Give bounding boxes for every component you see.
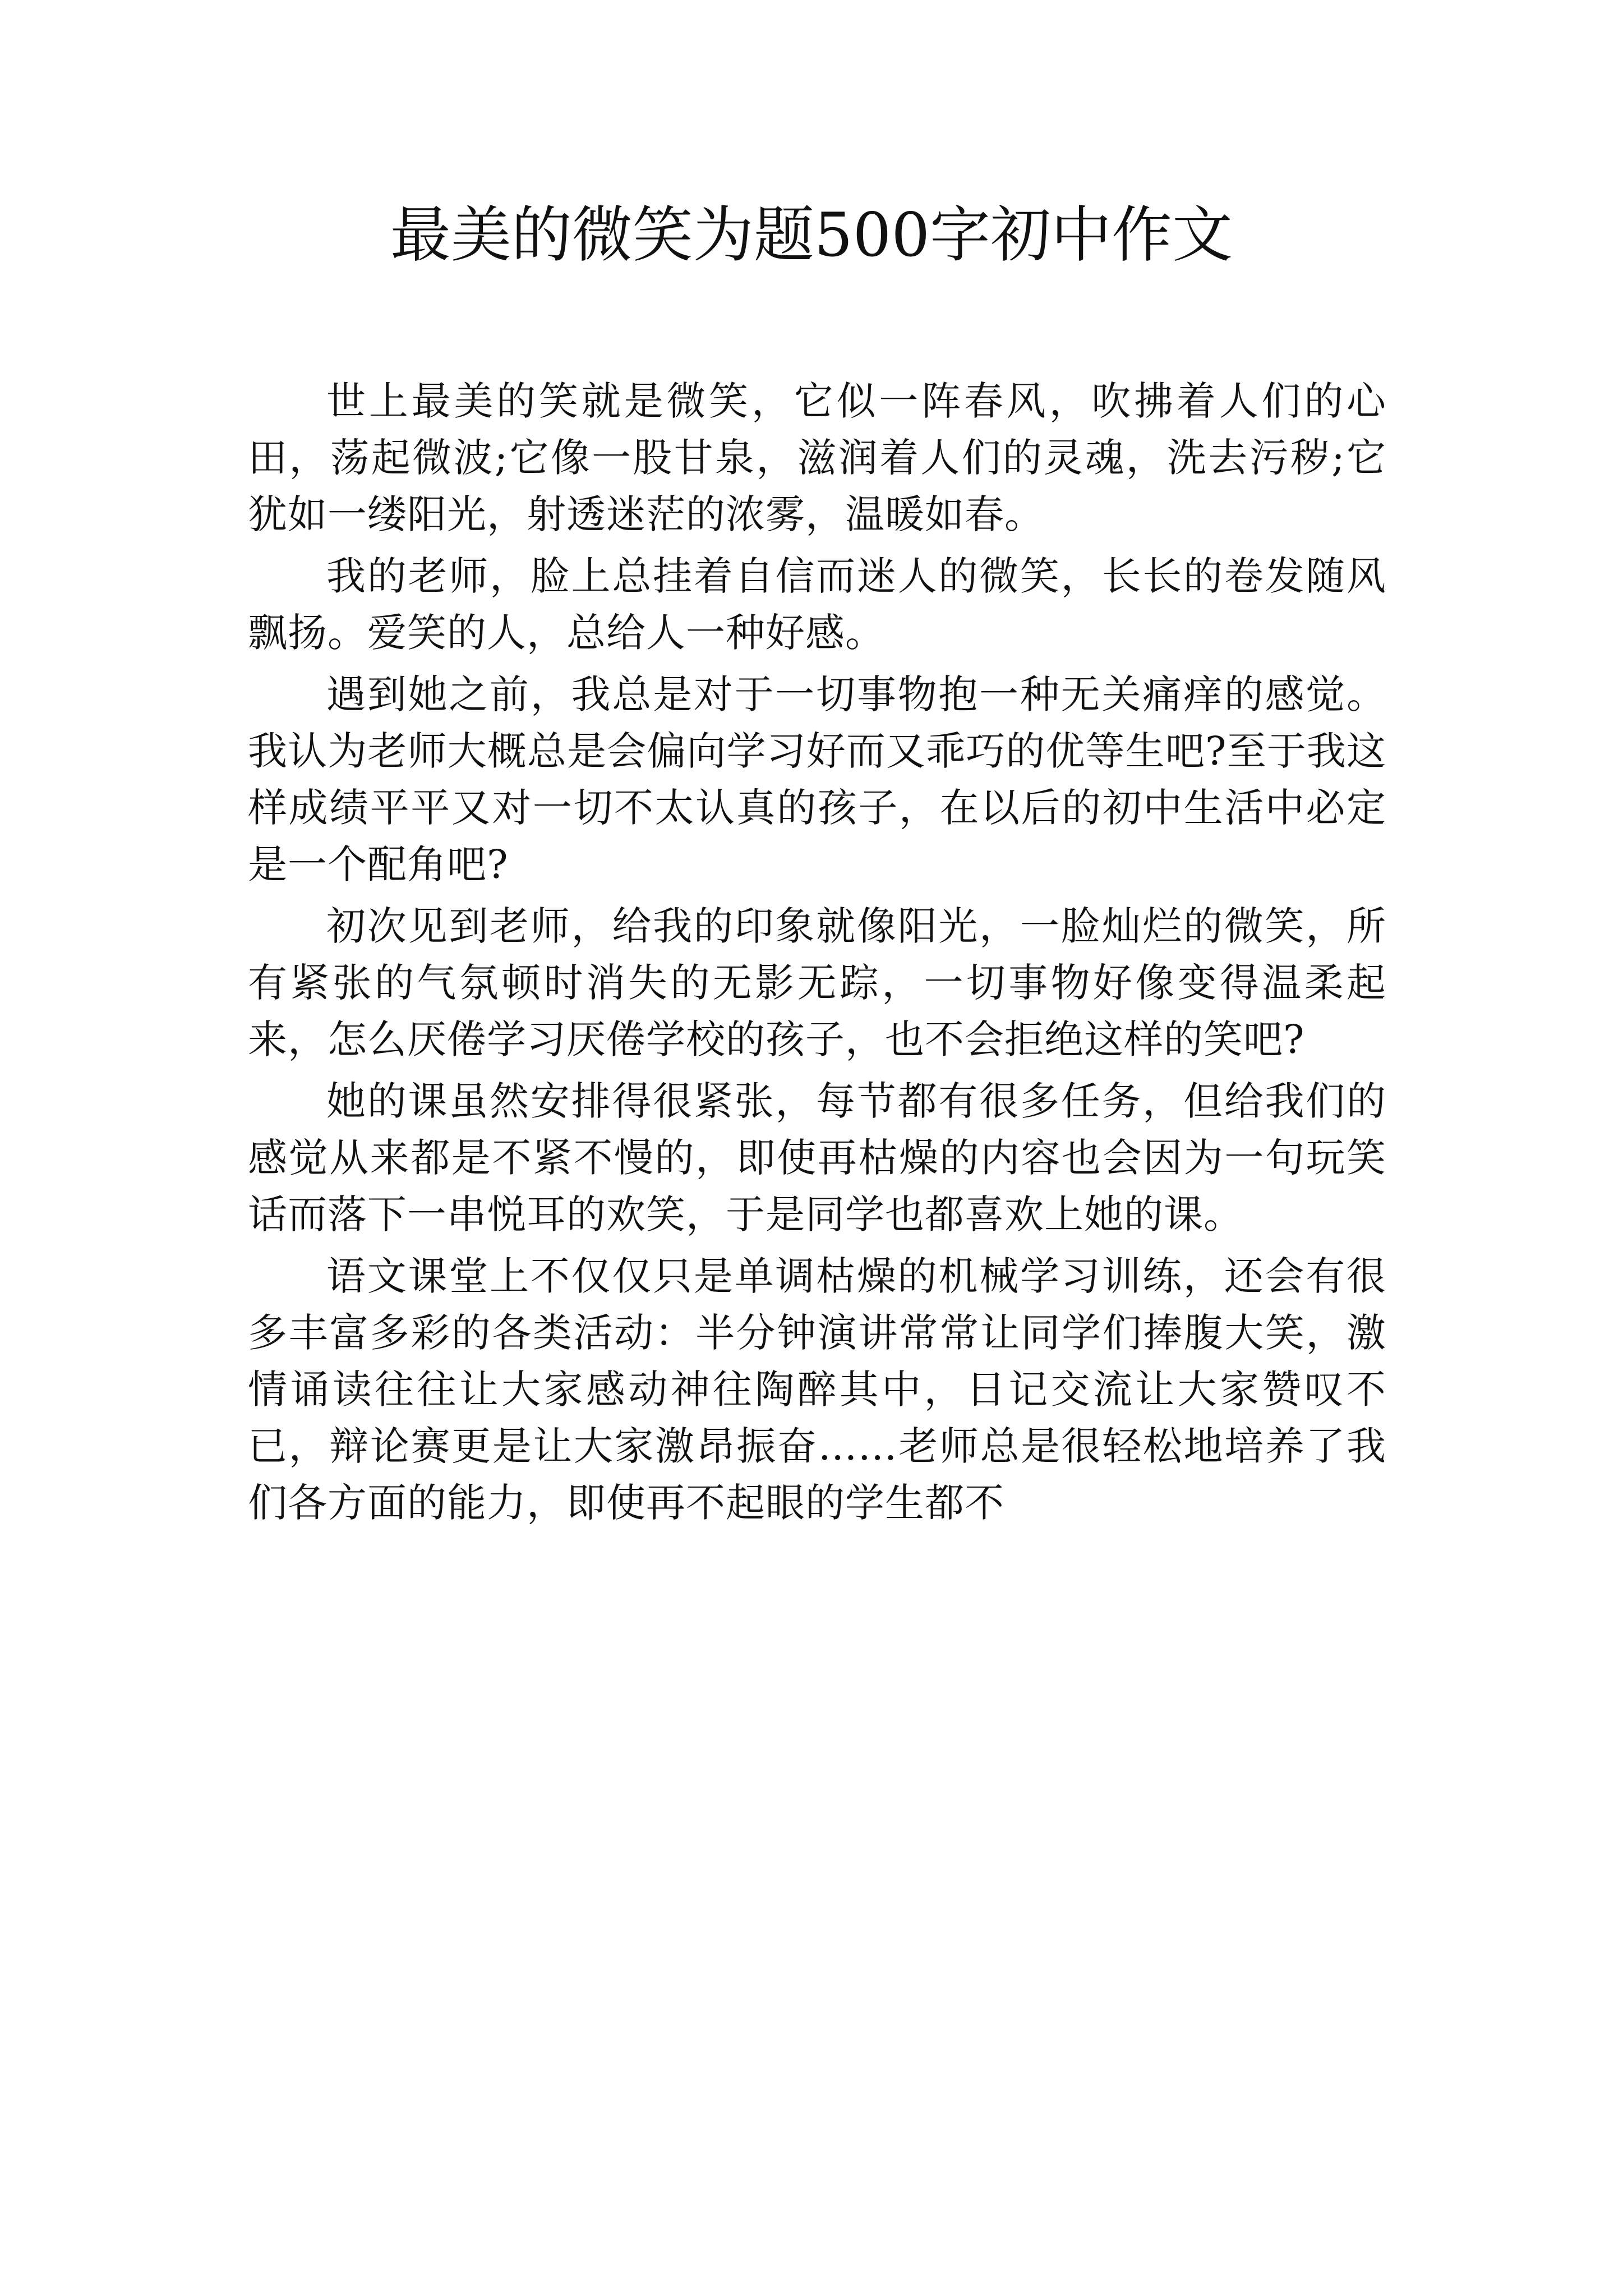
paragraph: 语文课堂上不仅仅只是单调枯燥的机械学习训练，还会有很多丰富多彩的各类活动：半分钟演讲常常让同学们捧腹大笑，激情诵读往往让大家感动神往陶醉其中，日记交流让大家赞叹不已，辩论赛更是让大家激昂振奋……老师总是很轻松地培养了我们各方面的能力，即使再不起眼的学生都不 xyxy=(248,1253,1386,1526)
paragraph: 世上最美的笑就是微笑，它似一阵春风，吹拂着人们的心田，荡起微波;它像一股甘泉，滋润着人们的灵魂，洗去污秽;它犹如一缕阳光，射透迷茫的浓雾，温暖如春。 xyxy=(248,378,1386,537)
paragraph: 我的老师，脸上总挂着自信而迷人的微笑，长长的卷发随风飘扬。爱笑的人，总给人一种好感。 xyxy=(248,553,1386,656)
paragraph: 初次见到老师，给我的印象就像阳光，一脸灿烂的微笑，所有紧张的气氛顿时消失的无影无踪，一切事物好像变得温柔起来，怎么厌倦学习厌倦学校的孩子，也不会拒绝这样的笑吧? xyxy=(248,903,1386,1062)
paragraph: 她的课虽然安排得很紧张，每节都有很多任务，但给我们的感觉从来都是不紧不慢的，即使再枯燥的内容也会因为一句玩笑话而落下一串悦耳的欢笑，于是同学也都喜欢上她的课。 xyxy=(248,1078,1386,1237)
document-body xyxy=(248,373,1386,1536)
document-title: 最美的微笑为题500字初中作文 xyxy=(390,200,1233,270)
paragraph: 遇到她之前，我总是对于一切事物抱一种无关痛痒的感觉。我认为老师大概总是会偏向学习好而又乖巧的优等生吧?至于我这样成绩平平又对一切不太认真的孩子，在以后的初中生活中必定是一个配角吧? xyxy=(248,671,1386,887)
